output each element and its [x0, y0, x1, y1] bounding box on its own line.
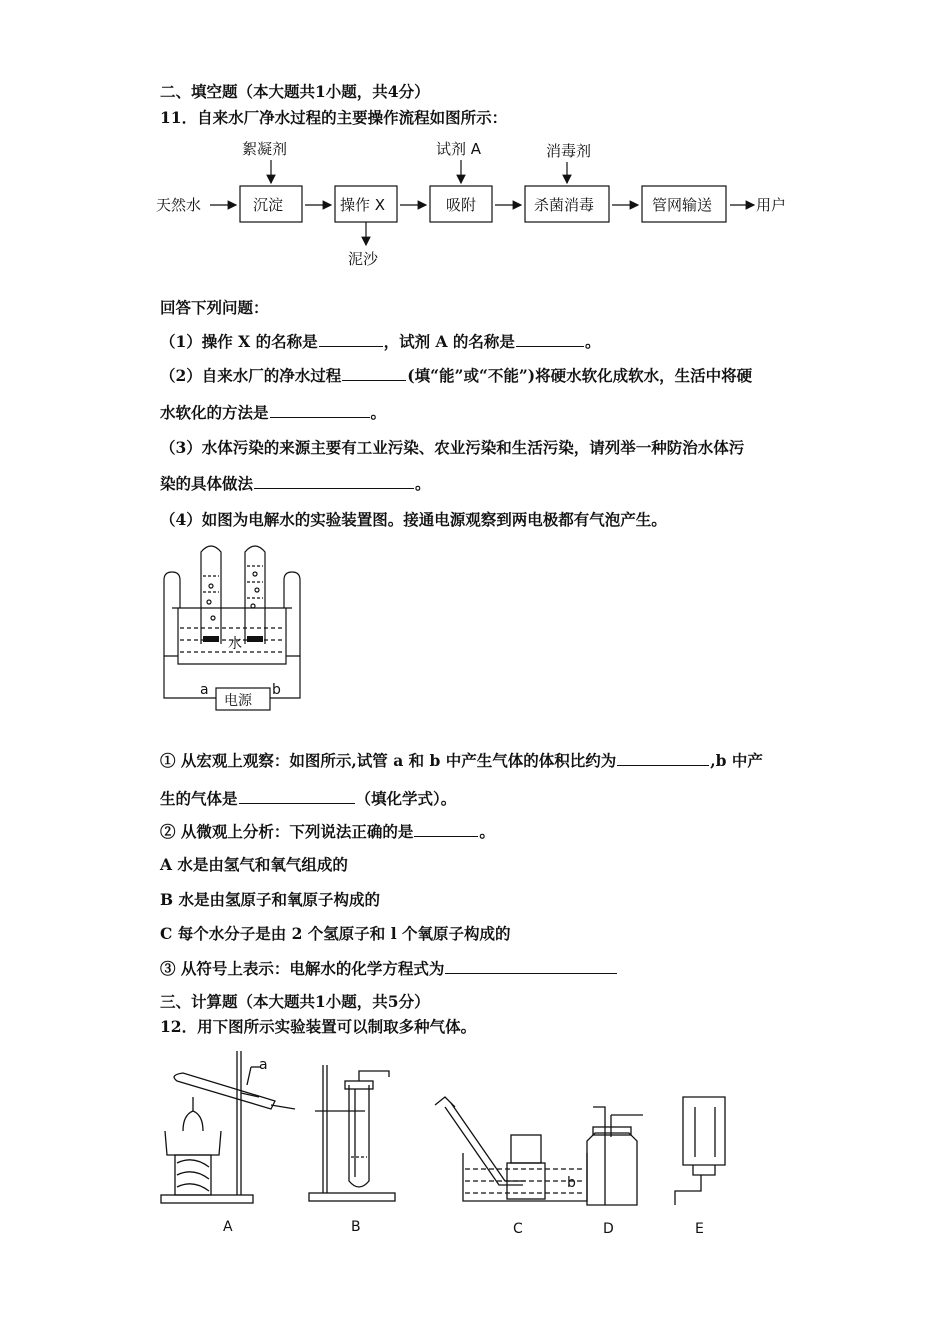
sub-2-text-b: 。: [479, 822, 495, 841]
gas-preparation-apparatus: [155, 1045, 775, 1245]
sub-question-2: [160, 820, 495, 842]
blank-softening-ability[interactable]: [342, 366, 406, 381]
label-C: C: [513, 1221, 523, 1237]
tube-a-label: a: [200, 682, 209, 698]
tube-b-label: b: [272, 682, 281, 698]
marker-a: a: [259, 1057, 268, 1073]
sub-question-3: [160, 957, 618, 979]
question-11-part-3-line-2: [160, 472, 431, 494]
part-1-text-c: 。: [584, 332, 601, 351]
answer-intro: 回答下列问题：: [160, 298, 269, 317]
option-c: C 每个水分子是由 2 个氢原子和 l 个氧原子构成的: [160, 924, 511, 943]
option-a: A 水是由氢气和氧气组成的: [160, 855, 348, 874]
question-11-part-4: （4）如图为电解水的实验装置图。接通电源观察到两电极都有气泡产生。: [160, 510, 667, 529]
flow-step-2-label: 操作 X: [340, 196, 386, 214]
flow-step-3-label: 吸附: [446, 196, 477, 214]
blank-correct-option[interactable]: [414, 822, 478, 837]
sub-1-text-c: 生的气体是: [160, 789, 238, 808]
flow-output-sand: 泥沙: [348, 250, 379, 268]
label-B: B: [351, 1219, 361, 1235]
section-3-heading: 三、计算题（本大题共1小题，共5分）: [160, 992, 430, 1011]
label-E: E: [695, 1221, 704, 1237]
part-2-text-c: 水软化的方法是: [160, 403, 269, 422]
flow-step-1-label: 沉淀: [253, 196, 284, 214]
sub-3-text: ③ 从符号上表示：电解水的化学方程式为: [160, 959, 445, 978]
water-treatment-flowchart: [150, 134, 800, 274]
flow-step-5-label: 管网输送: [652, 196, 713, 214]
sub-question-1-line-1: [160, 749, 763, 771]
question-11-stem: 11．自来水厂净水过程的主要操作流程如图所示：: [160, 108, 508, 127]
flow-input-disinfectant: 消毒剂: [546, 142, 592, 160]
part-2-text-b: (填“能”或“不能”)将硬水软化成软水，生活中将硬: [407, 366, 753, 385]
sub-1-text-b: ,b 中产: [710, 751, 763, 770]
question-12-stem: 12．用下图所示实验装置可以制取多种气体。: [160, 1017, 477, 1036]
blank-volume-ratio[interactable]: [617, 751, 709, 766]
part-3-text-b: 染的具体做法: [160, 474, 254, 493]
blank-reagent-a[interactable]: [516, 332, 584, 347]
option-b: B 水是由氢原子和氧原子构成的: [160, 890, 380, 909]
sub-1-text-d: （填化学式）。: [355, 789, 457, 808]
flow-end: 用户: [756, 196, 787, 214]
sub-2-text-a: ② 从微观上分析：下列说法正确的是: [160, 822, 414, 841]
label-A: A: [223, 1219, 233, 1235]
question-11-part-1: [160, 330, 600, 352]
question-11-part-2-line-2: [160, 401, 386, 423]
water-label: 水: [228, 636, 242, 652]
blank-softening-method[interactable]: [270, 403, 370, 418]
part-1-text-a: （1）操作 X 的名称是: [160, 332, 318, 351]
part-1-text-b: ，试剂 A 的名称是: [383, 332, 515, 351]
part-2-text-d: 。: [370, 403, 387, 422]
sub-1-text-a: ① 从宏观上观察：如图所示,试管 a 和 b 中产生气体的体积比约为: [160, 751, 617, 770]
question-11-part-2-line-1: [160, 364, 752, 386]
section-2-heading: 二、填空题（本大题共1小题，共4分）: [160, 82, 430, 101]
blank-chemical-equation[interactable]: [445, 959, 617, 974]
flow-input-flocculant: 絮凝剂: [242, 140, 288, 158]
blank-operation-x[interactable]: [319, 332, 383, 347]
flow-input-reagent: 试剂 A: [436, 140, 482, 158]
label-D: D: [603, 1221, 614, 1237]
flow-start: 天然水: [156, 196, 202, 214]
part-3-text-c: 。: [415, 474, 431, 493]
question-11-part-3-line-1: （3）水体污染的来源主要有工业污染、农业污染和生活污染，请列举一种防治水体污: [160, 438, 745, 457]
marker-b: b: [567, 1175, 576, 1191]
flow-step-4-label: 杀菌消毒: [534, 196, 595, 214]
electrolysis-apparatus: [158, 536, 318, 716]
sub-question-1-line-2: [160, 787, 456, 809]
power-supply-label: 电源: [224, 693, 252, 709]
blank-pollution-measure[interactable]: [254, 474, 414, 489]
part-2-text-a: （2）自来水厂的净水过程: [160, 366, 342, 385]
blank-gas-formula[interactable]: [239, 789, 355, 804]
